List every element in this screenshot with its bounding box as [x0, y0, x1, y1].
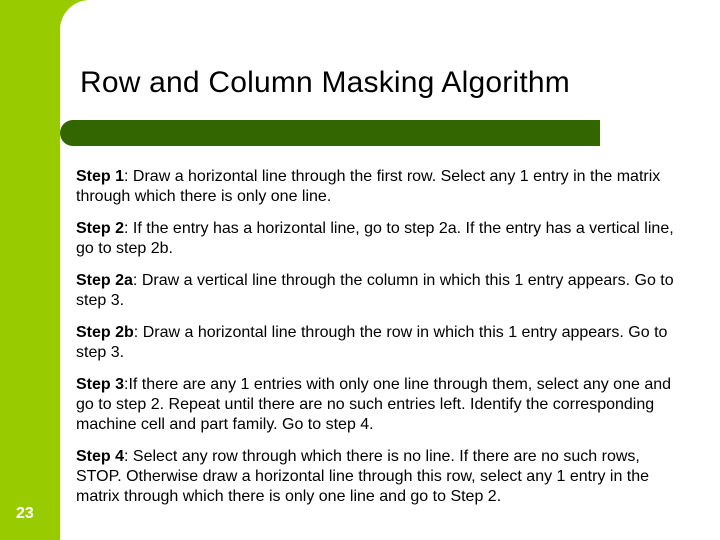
step-label: Step 2b	[76, 324, 134, 341]
slide-title: Row and Column Masking Algorithm	[80, 66, 570, 99]
step-label: Step 1	[76, 168, 125, 185]
page-number: 23	[16, 505, 34, 522]
step-item	[76, 167, 676, 207]
step-text: : Draw a vertical line through the column in which this 1 entry appears. Go to step 3.	[76, 272, 674, 309]
step-item	[76, 323, 676, 363]
step-text: :If there are any 1 entries with only one line through them, select any one and go to step 2. Repeat until there are no such entries left. Identify the corresponding machine cell and part family. Go to step 4.	[76, 376, 672, 433]
step-label: Step 3	[76, 376, 125, 393]
step-text: : Draw a horizontal line through the row in which this 1 entry appears. Go to step 3.	[76, 324, 668, 361]
step-item	[76, 375, 676, 435]
step-label: Step 2a	[76, 272, 133, 289]
title-underline-bar	[60, 120, 600, 146]
step-label: Step 2	[76, 220, 125, 237]
step-text: : If the entry has a horizontal line, go to step 2a. If the entry has a vertical line, go to step 2b.	[76, 220, 674, 257]
step-label: Step 4	[76, 448, 125, 465]
step-item	[76, 447, 676, 507]
step-text: : Select any row through which there is no line. If there are no such rows, STOP. Otherwise draw a horizontal line through this row, select any 1 entry in the matrix through which there is only one line and go to Step 2.	[76, 448, 650, 505]
step-item	[76, 271, 676, 311]
step-text: : Draw a horizontal line through the first row. Select any 1 entry in the matrix through which there is only one line.	[76, 168, 661, 205]
steps-list	[76, 167, 676, 519]
step-item	[76, 219, 676, 259]
